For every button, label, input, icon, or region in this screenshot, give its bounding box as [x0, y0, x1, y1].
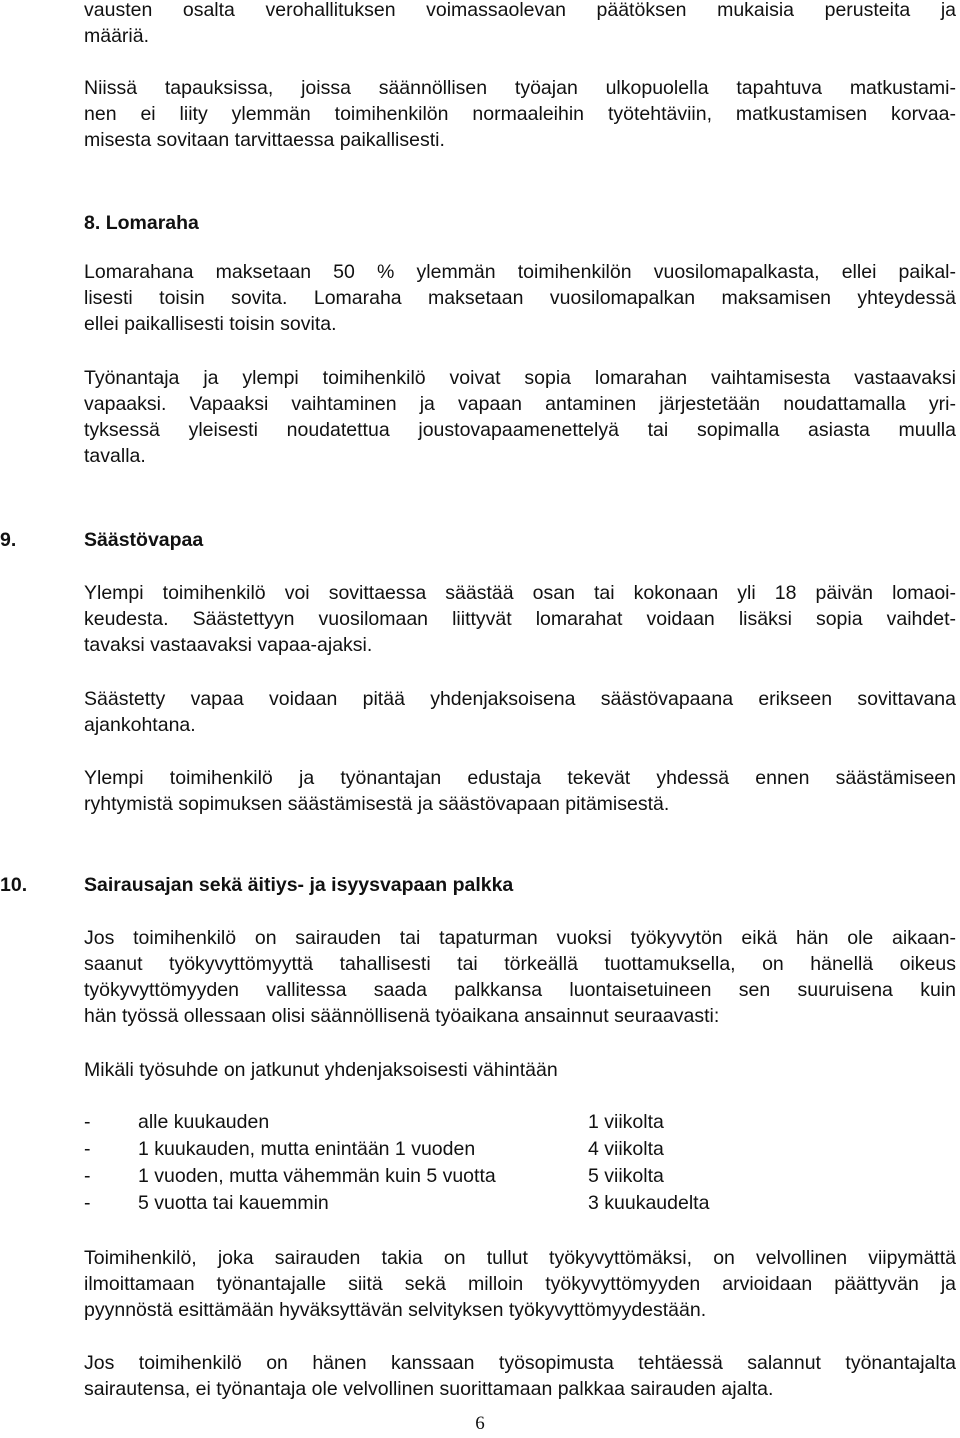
- list-item: [84, 1109, 956, 1135]
- list-dash: -: [84, 1165, 91, 1187]
- paragraph-line: vapaaksi. Vapaaksi vaihtaminen ja vapaan antaminen järjestetään noudattamalla yri-: [84, 393, 956, 415]
- section-10-title: Sairausajan sekä äitiys- ja isyysvapaan palkka: [84, 874, 514, 896]
- list-dash: -: [84, 1138, 91, 1160]
- paragraph-line: ryhtymistä sopimuksen säästämisestä ja säästövapaan pitämisestä.: [84, 793, 670, 815]
- paragraph-line: Ylempi toimihenkilö ja työnantajan edustaja tekevät yhdessä ennen säästämiseen: [84, 767, 956, 789]
- paragraph-line: sairautensa, ei työnantaja ole velvollinen suorittamaan palkkaa sairauden ajalta.: [84, 1378, 774, 1400]
- paragraph-line: Työnantaja ja ylempi toimihenkilö voivat sopia lomarahan vaihtamisesta vastaavaksi: [84, 367, 956, 389]
- intro-line: määriä.: [84, 25, 150, 47]
- list-item: [84, 1163, 956, 1189]
- list-amount: 4 viikolta: [588, 1138, 664, 1160]
- section-9-title: Säästövapaa: [84, 529, 204, 551]
- list-duration: alle kuukauden: [138, 1111, 270, 1133]
- paragraph-line: tavalla.: [84, 445, 146, 467]
- section-8-title-text: Lomaraha: [105, 212, 199, 234]
- paragraph-line: Jos toimihenkilö on hänen kanssaan työsopimusta tehtäessä salannut työnantajalta: [84, 1352, 956, 1374]
- paragraph-line: Niissä tapauksissa, joissa säännöllisen työajan ulkopuolella tapahtuva matkustami-: [84, 77, 956, 99]
- paragraph-line: Lomarahana maksetaan 50 % ylemmän toimihenkilön vuosilomapalkasta, ellei paikal-: [84, 261, 956, 283]
- paragraph-line: hän työssä ollessaan olisi säännöllisenä työaikana ansainnut seuraavasti:: [84, 1005, 720, 1027]
- paragraph-line: tyksessä yleisesti noudatettua joustovapaamenettelyä tai sopimalla asiasta muulla: [84, 419, 956, 441]
- paragraph-line: nen ei liity ylemmän toimihenkilön normaaleihin työtehtäviin, matkustamisen korvaa-: [84, 103, 956, 125]
- list-amount: 3 kuukaudelta: [588, 1192, 710, 1214]
- section-10-number: 10.: [0, 874, 28, 896]
- section-8-number: 8.: [84, 212, 101, 234]
- list-intro: Mikäli työsuhde on jatkunut yhdenjaksoisesti vähintään: [84, 1059, 558, 1081]
- intro-line: vausten osalta verohallituksen voimassaolevan päätöksen mukaisia perusteita ja: [84, 0, 956, 21]
- paragraph-line: misesta sovitaan tarvittaessa paikallisesti.: [84, 129, 445, 151]
- paragraph-line: Säästetty vapaa voidaan pitää yhdenjaksoisena säästövapaana erikseen sovittavana: [84, 688, 956, 710]
- paragraph-line: työkyvyttömyyden vallitessa saada palkkansa luontaisetuineen sen suuruisena kuin: [84, 979, 956, 1001]
- list-amount: 5 viikolta: [588, 1165, 664, 1187]
- paragraph-line: ilmoittamaan työnantajalle siitä sekä milloin työkyvyttömyyden arvioidaan päättyvän ja: [84, 1273, 956, 1295]
- list-duration: 5 vuotta tai kauemmin: [138, 1192, 329, 1214]
- paragraph-line: Toimihenkilö, joka sairauden takia on tullut työkyvyttömäksi, on velvollinen viipymättä: [84, 1247, 956, 1269]
- section-9-number: 9.: [0, 529, 17, 551]
- paragraph-line: saanut työkyvyttömyyttä tahallisesti tai törkeällä tuottamuksella, on hänellä oikeus: [84, 953, 956, 975]
- list-dash: -: [84, 1111, 91, 1133]
- paragraph-line: ellei paikallisesti toisin sovita.: [84, 313, 337, 335]
- paragraph-line: tavaksi vastaavaksi vapaa-ajaksi.: [84, 634, 373, 656]
- paragraph-line: lisesti toisin sovita. Lomaraha maksetaan vuosilomapalkan maksamisen yhteydessä: [84, 287, 956, 309]
- list-item: [84, 1136, 956, 1162]
- paragraph-line: ajankohtana.: [84, 714, 196, 736]
- paragraph-line: keudesta. Säästettyyn vuosilomaan liittyvät lomarahat voidaan lisäksi sopia vaihdet-: [84, 608, 956, 630]
- paragraph-line: Ylempi toimihenkilö voi sovittaessa säästää osan tai kokonaan yli 18 päivän lomaoi-: [84, 582, 956, 604]
- section-8-title: [84, 210, 199, 237]
- list-item: [84, 1190, 956, 1216]
- list-duration: 1 vuoden, mutta vähemmän kuin 5 vuotta: [138, 1165, 496, 1187]
- page-number: 6: [475, 1413, 485, 1434]
- list-duration: 1 kuukauden, mutta enintään 1 vuoden: [138, 1138, 476, 1160]
- paragraph-line: Jos toimihenkilö on sairauden tai tapaturman vuoksi työkyvytön eikä hän ole aikaan-: [84, 927, 956, 949]
- paragraph-line: pyynnöstä esittämään hyväksyttävän selvityksen työkyvyttömyydestään.: [84, 1299, 707, 1321]
- list-amount: 1 viikolta: [588, 1111, 664, 1133]
- list-dash: -: [84, 1192, 91, 1214]
